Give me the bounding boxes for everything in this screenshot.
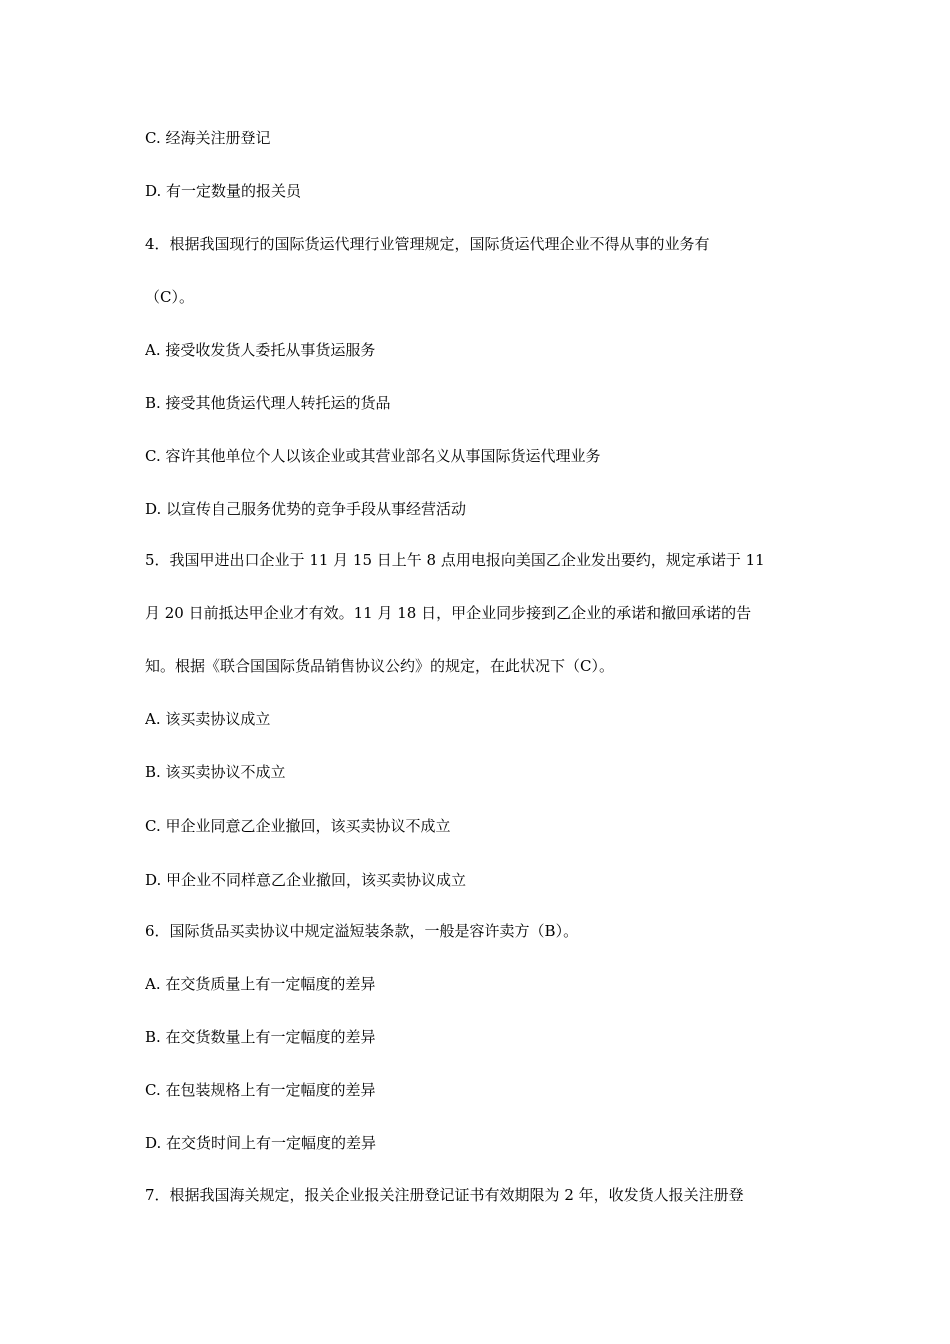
option-c-q5: C. 甲企业同意乙企业撤回，该买卖协议不成立 [145,817,451,835]
question-5-line-2: 月 20 日前抵达甲企业才有效。11 月 18 日，甲企业同步接到乙企业的承诺和撤回承诺的告 [145,604,752,622]
option-d-q3: D. 有一定数量的报关员 [145,182,302,200]
option-b-q4: B. 接受其他货运代理人转托运的货品 [145,394,391,412]
option-c-q3: C. 经海关注册登记 [145,129,271,147]
option-c-q6: C. 在包装规格上有一定幅度的差异 [145,1081,376,1099]
question-7-line-1: 7．根据我国海关规定，报关企业报关注册登记证书有效期限为 2 年，收发货人报关注册登 [145,1186,744,1204]
option-b-q5: B. 该买卖协议不成立 [145,763,286,781]
option-c-q4: C. 容许其他单位个人以该企业或其营业部名义从事国际货运代理业务 [145,447,601,465]
option-d-q5: D. 甲企业不同样意乙企业撤回，该买卖协议成立 [145,871,467,889]
option-a-q5: A. 该买卖协议成立 [145,710,271,728]
option-d-q6: D. 在交货时间上有一定幅度的差异 [145,1134,377,1152]
option-b-q6: B. 在交货数量上有一定幅度的差异 [145,1028,376,1046]
question-6-text: 6．国际货品买卖协议中规定溢短装条款，一般是容许卖方（B）。 [145,922,579,940]
option-a-q6: A. 在交货质量上有一定幅度的差异 [145,975,376,993]
question-4-answer: （C）。 [145,288,194,306]
question-4-text: 4．根据我国现行的国际货运代理行业管理规定，国际货运代理企业不得从事的业务有 [145,235,710,253]
option-a-q4: A. 接受收发货人委托从事货运服务 [145,341,376,359]
option-d-q4: D. 以宣传自己服务优势的竞争手段从事经营活动 [145,500,467,518]
question-5-line-3: 知。根据《联合国国际货品销售协议公约》的规定，在此状况下（C）。 [145,657,614,675]
question-5-line-1: 5．我国甲进出口企业于 11 月 15 日上午 8 点用电报向美国乙企业发出要约，规定承诺于 11 [145,551,765,569]
